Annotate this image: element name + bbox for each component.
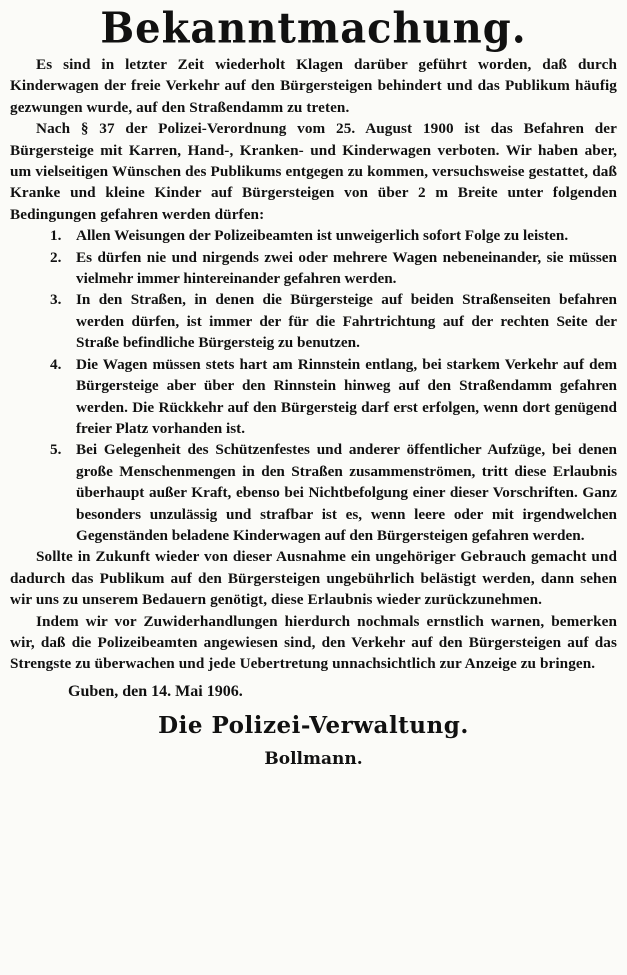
condition-number: 1. [50,227,62,245]
condition-text: Allen Weisungen der Polizeibeamten ist unweigerlich sofort Folge zu leisten. [76,227,569,245]
condition-item [10,225,617,246]
condition-item [10,289,617,353]
notice-title: Bekanntmachung. [100,3,527,54]
condition-number: 3. [50,291,62,309]
warning-paragraph: Indem wir vor Zuwiderhandlungen hierdurch nochmals ernstlich warnen, bemerken wir, daß die Polizeibeamten angewiesen sind, den Verkehr auf den Bürgersteigen auf das Strengste zu überwachen und jede Uebertretung unnachsichtlich zur Anzeige zu bringen. [10,612,617,673]
condition-number: 5. [50,441,62,459]
official-signature: Bollmann. [264,748,363,769]
condition-item [10,354,617,440]
revocation-paragraph: Sollte in Zukunft wieder von dieser Ausnahme ein ungehöriger Gebrauch gemacht und dadurch das Publikum auf den Bürgersteigen ungebührlich belästigt werden, dann sehen wir uns zu unserem Bedauern genötigt, diese Erlaubnis wieder zurückzunehmen. [10,548,617,609]
condition-number: 4. [50,355,62,373]
condition-text: Die Wagen müssen stets hart am Rinnstein entlang, bei starkem Verkehr auf dem Bürgersteige aber über den Rinnstein hinweg auf den Straßendamm gefahren werden. Die Rückkehr auf den Bürgersteig darf erst erfolgen, wenn dort genügend freier Platz vorhanden ist. [76,355,617,437]
condition-text: Es dürfen nie und nirgends zwei oder mehrere Wagen nebeneinander, sie müssen vielmehr immer hintereinander gefahren werden. [76,248,617,288]
place-date-line: Guben, den 14. Mai 1906. [68,682,243,700]
condition-number: 2. [50,248,62,266]
conditions-list [10,225,617,546]
issuing-authority: Die Polizei-Verwaltung. [158,711,469,739]
condition-text: Bei Gelegenheit des Schützenfestes und anderer öffentlicher Aufzüge, bei denen große Menschenmengen in den Straßen zusammenströmen, tritt diese Erlaubnis überhaupt außer Kraft, ebenso bei Nichtbefolgung einer dieser Vorschriften. Ganz besonders unzulässig und strafbar ist es, wenn leere oder mit irgendwelchen Gegenständen beladene Kinderwagen auf den Bürgersteigen gefahren werden. [76,441,617,544]
newspaper-notice [10,3,617,961]
condition-text: In den Straßen, in denen die Bürgersteige auf beiden Straßenseiten befahren werden dürfen, ist immer der für die Fahrtrichtung auf der rechten Seite der Straße befindliche Bürgersteig zu benutzen. [76,291,617,352]
intro-paragraph: Es sind in letzter Zeit wiederholt Klagen darüber geführt worden, daß durch Kinderwagen der freie Verkehr auf den Bürgersteigen behindert und das Publikum häufig gezwungen wurde, auf den Straßendamm zu treten. [10,56,617,116]
condition-item [10,439,617,546]
condition-item [10,247,617,290]
regulation-paragraph: Nach § 37 der Polizei-Verordnung vom 25. August 1900 ist das Befahren der Bürgersteige mit Karren, Hand-, Kranken- und Kinderwagen verboten. Wir haben aber, um vielseitigen Wünschen des Publikums entgegen zu kommen, versuchsweise gestattet, daß Kranke und kleine Kinder auf Bürgersteigen von über 2 m Breite unter folgenden Bedingungen gefahren werden dürfen: [10,120,617,223]
